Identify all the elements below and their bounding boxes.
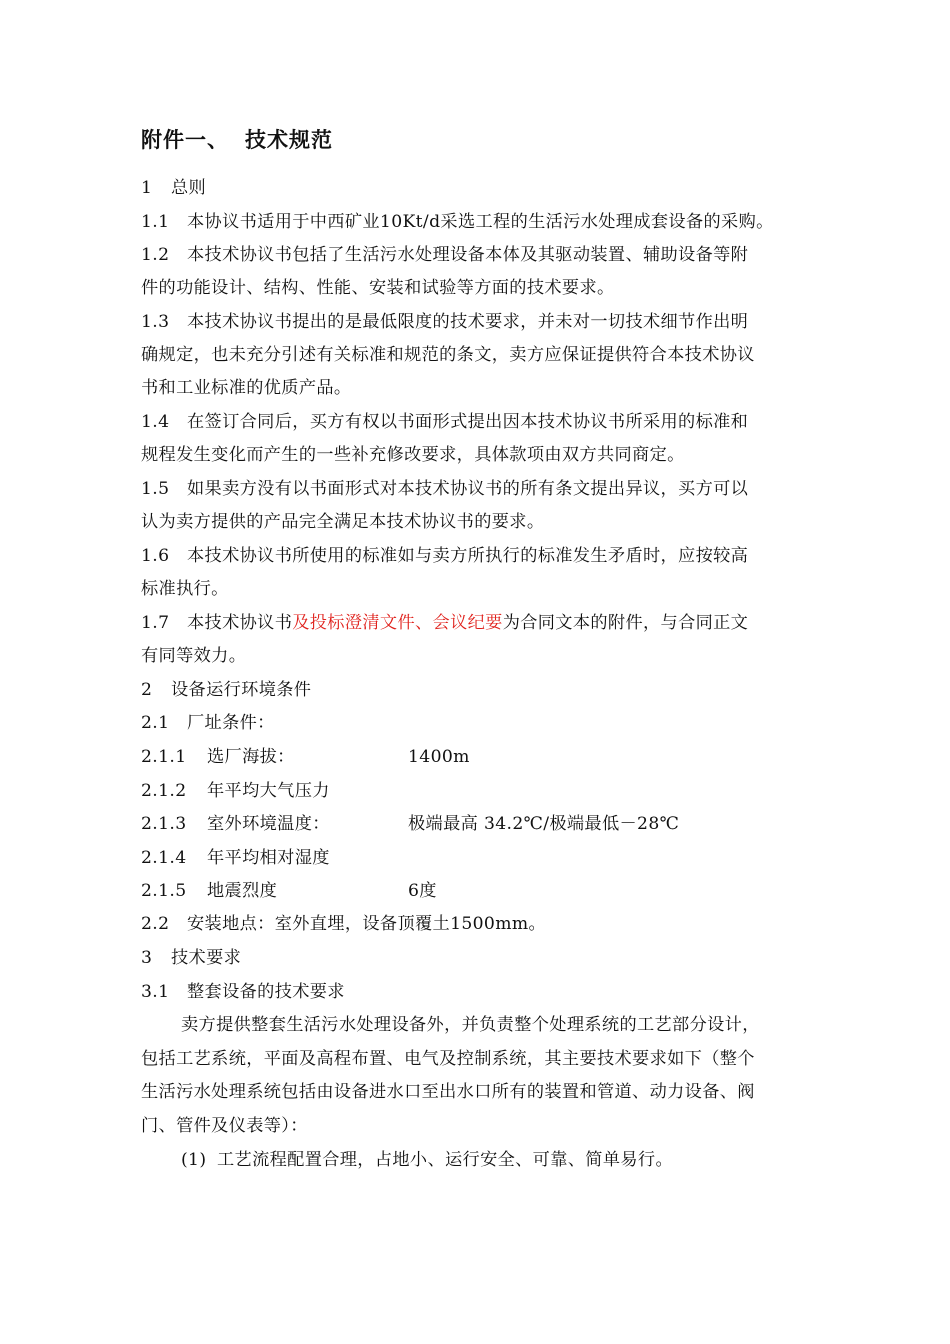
condition-value: 1400m — [408, 747, 470, 767]
title-part1: 附件一、 — [141, 128, 229, 152]
clause-1-2 — [141, 244, 748, 266]
condition-label: 室外环境温度： — [207, 814, 330, 834]
clause-2-1-3 — [141, 813, 680, 835]
clause-2-1-2 — [141, 780, 330, 802]
clause-text: 厂址条件： — [187, 713, 275, 733]
clause-number: 2.1.5 — [141, 881, 187, 901]
clause-2-1-4 — [141, 847, 330, 869]
clause-1-3 — [141, 311, 748, 333]
condition-label: 年平均大气压力 — [207, 781, 330, 801]
clause-1-5-cont: 认为卖方提供的产品完全满足本技术协议书的要求。 — [141, 512, 545, 532]
clause-text: 整套设备的技术要求 — [187, 982, 345, 1002]
clause-number: 1.3 — [141, 312, 170, 332]
section-3-heading — [141, 947, 241, 969]
section-title: 设备运行环境条件 — [171, 680, 312, 700]
clause-text: 如果卖方没有以书面形式对本技术协议书的所有条文提出异议，买方可以 — [187, 479, 749, 499]
clause-text: 安装地点：室外直埋，设备顶覆土1500mm。 — [187, 914, 547, 934]
condition-label: 地震烈度 — [207, 881, 278, 901]
clause-2-1-1 — [141, 746, 470, 768]
clause-number: 2.1 — [141, 713, 170, 733]
section-title: 总则 — [171, 178, 207, 198]
clause-3-1 — [141, 981, 345, 1003]
section-number: 3 — [141, 948, 153, 968]
clause-number: 2.2 — [141, 914, 170, 934]
condition-label: 年平均相对湿度 — [207, 848, 330, 868]
clause-1-2-cont: 件的功能设计、结构、性能、安装和试验等方面的技术要求。 — [141, 278, 615, 298]
clause-text: 本技术协议书所使用的标准如与卖方所执行的标准发生矛盾时，应按较高 — [187, 546, 749, 566]
body-paragraph-line: 卖方提供整套生活污水处理设备外，并负责整个处理系统的工艺部分设计， — [181, 1015, 760, 1035]
clause-number: 2.1.1 — [141, 747, 187, 767]
clause-number: 2.1.3 — [141, 814, 187, 834]
clause-number: 1.5 — [141, 479, 170, 499]
clause-text: 在签订合同后，买方有权以书面形式提出因本技术协议书所采用的标准和 — [187, 412, 749, 432]
list-text: 工艺流程配置合理，占地小、运行安全、可靠、简单易行。 — [217, 1150, 673, 1170]
clause-text: 本技术协议书提出的是最低限度的技术要求，并未对一切技术细节作出明 — [187, 312, 749, 332]
clause-number: 1.1 — [141, 212, 170, 232]
clause-1-4-cont: 规程发生变化而产生的一些补充修改要求，具体款项由双方共同商定。 — [141, 445, 685, 465]
section-number: 2 — [141, 680, 153, 700]
highlighted-text: 及投标澄清文件、会议纪要 — [292, 613, 503, 633]
clause-number: 2.1.4 — [141, 848, 187, 868]
clause-1-5 — [141, 478, 748, 500]
clause-2-2 — [141, 913, 546, 935]
clause-1-3-cont: 确规定，也未充分引述有关标准和规范的条文，卖方应保证提供符合本技术协议 — [141, 345, 755, 365]
clause-1-6 — [141, 545, 748, 567]
clause-number: 1.2 — [141, 245, 170, 265]
clause-number: 2.1.2 — [141, 781, 187, 801]
clause-1-3-cont: 书和工业标准的优质产品。 — [141, 378, 352, 398]
list-item-1 — [181, 1149, 673, 1171]
clause-2-1 — [141, 712, 275, 734]
body-paragraph-line: 生活污水处理系统包括由设备进水口至出水口所有的装置和管道、动力设备、阀 — [141, 1082, 755, 1102]
condition-label: 选厂海拔： — [207, 747, 295, 767]
body-paragraph-line: 包括工艺系统，平面及高程布置、电气及控制系统，其主要技术要求如下（整个 — [141, 1049, 755, 1069]
section-2-heading — [141, 679, 311, 701]
title-part2: 技术规范 — [245, 128, 333, 152]
clause-text: 为合同文本的附件，与合同正文 — [502, 613, 749, 633]
clause-1-6-cont: 标准执行。 — [141, 579, 229, 599]
page-title — [141, 124, 333, 154]
clause-1-4 — [141, 411, 748, 433]
body-paragraph-line: 门、管件及仪表等）： — [141, 1116, 308, 1136]
clause-text: 本技术协议书 — [187, 613, 293, 633]
section-1-heading — [141, 177, 206, 199]
clause-number: 3.1 — [141, 982, 170, 1002]
condition-value: 极端最高 34.2℃/极端最低－28℃ — [408, 814, 680, 834]
clause-1-7 — [141, 612, 748, 634]
condition-value: 6度 — [408, 881, 437, 901]
clause-number: 1.4 — [141, 412, 170, 432]
clause-text: 本技术协议书包括了生活污水处理设备本体及其驱动装置、辅助设备等附 — [187, 245, 749, 265]
clause-1-1 — [141, 211, 774, 233]
clause-2-1-5 — [141, 880, 437, 902]
clause-text: 本协议书适用于中西矿业10Kt/d采选工程的生活污水处理成套设备的采购。 — [187, 212, 774, 232]
clause-1-7-cont: 有同等效力。 — [141, 646, 247, 666]
clause-number: 1.6 — [141, 546, 170, 566]
section-title: 技术要求 — [171, 948, 242, 968]
section-number: 1 — [141, 178, 153, 198]
list-number: (1) — [181, 1150, 207, 1170]
clause-number: 1.7 — [141, 613, 170, 633]
